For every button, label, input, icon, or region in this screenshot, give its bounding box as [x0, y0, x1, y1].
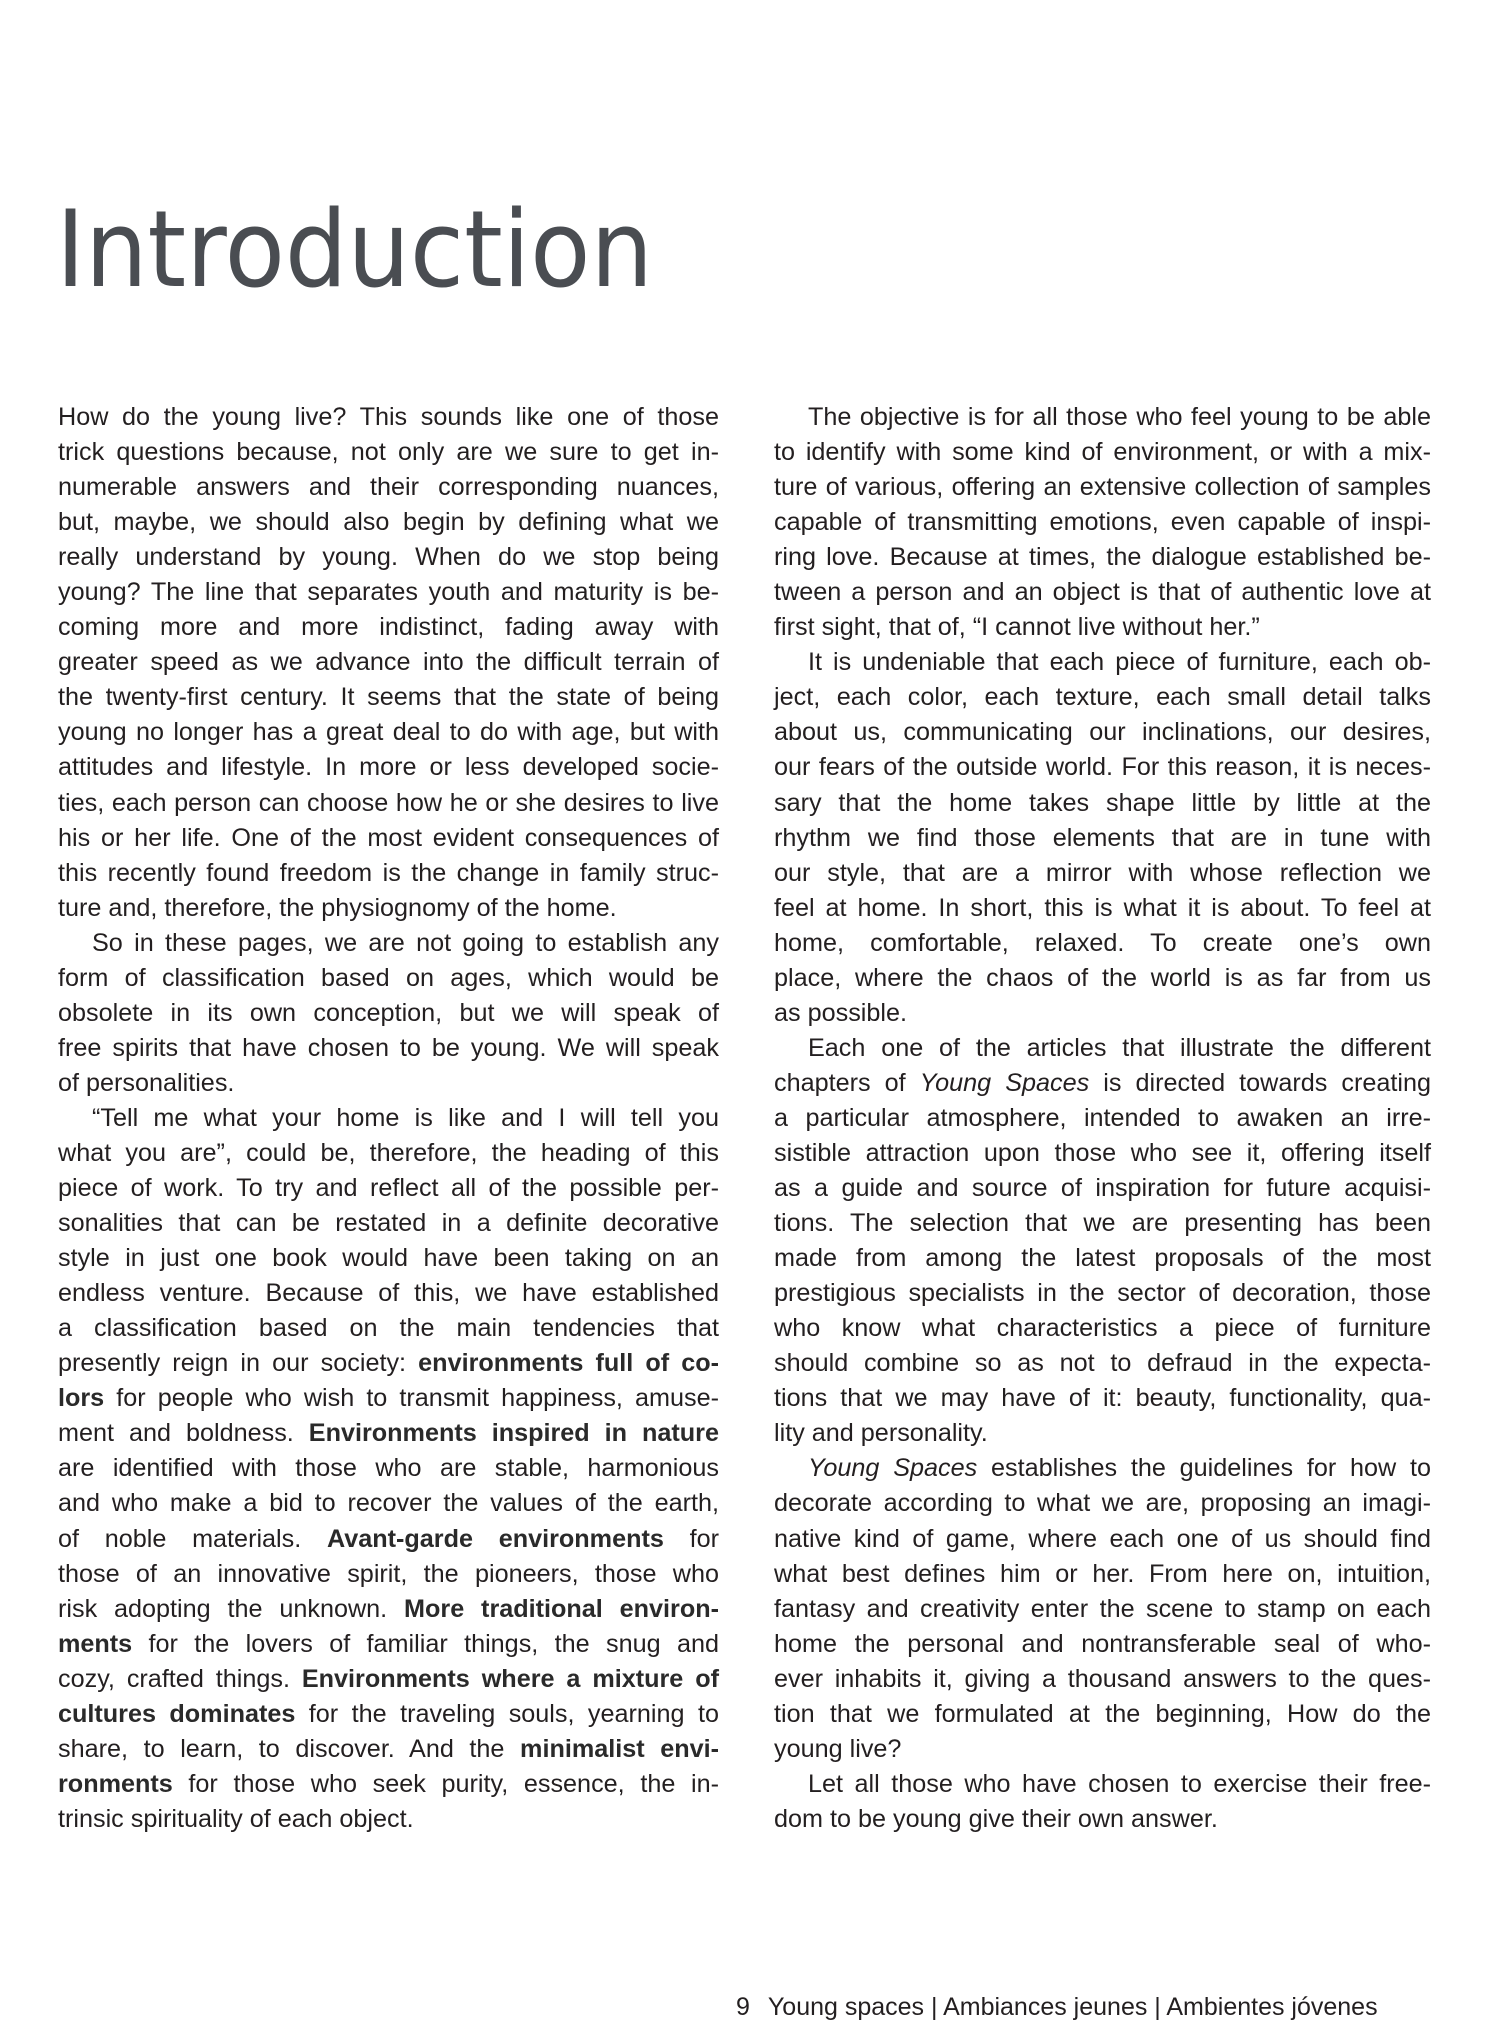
text-segment: ever inhabits it, giving a thousand answers to the ques- [774, 1664, 1431, 1693]
text-line [774, 786, 1431, 821]
text-line [58, 1311, 719, 1346]
text-segment: first sight, that of, “I cannot live without her.” [774, 613, 1260, 642]
text-line [58, 1031, 719, 1066]
text-line [774, 1136, 1431, 1171]
text-segment: native kind of game, where each one of us should find [774, 1524, 1431, 1553]
text-line [774, 1627, 1431, 1662]
page-number: 9 [736, 1993, 750, 2021]
text-segment: home, comfortable, relaxed. To create one’s own [774, 928, 1431, 957]
text-line [58, 610, 719, 645]
text-line [774, 1592, 1431, 1627]
text-line [58, 1451, 719, 1486]
text-segment: coming more and more indistinct, fading away with [58, 613, 719, 642]
text-segment: endless venture. Because of this, we have established [58, 1279, 719, 1308]
text-segment: for the traveling souls, yearning to [295, 1699, 719, 1728]
text-line [58, 1627, 719, 1662]
running-title: Young spaces | Ambiances jeunes | Ambientes jóvenes [767, 1993, 1378, 2021]
page-footer [736, 1990, 1378, 2024]
text-segment: young? The line that separates youth and maturity is be- [58, 578, 719, 607]
text-line [58, 1171, 719, 1206]
text-segment: really understand by young. When do we stop being [58, 543, 719, 572]
text-segment: The objective is for all those who feel young to be able [808, 403, 1431, 431]
text-line [774, 1802, 1431, 1837]
text-segment: a particular atmosphere, intended to awaken an irre- [774, 1103, 1431, 1132]
text-segment: piece of work. To try and reflect all of the possible per- [58, 1174, 719, 1203]
text-segment: ture of various, offering an extensive collection of samples [774, 473, 1431, 502]
text-segment: as possible. [774, 998, 908, 1027]
text-segment: ties, each person can choose how he or she desires to live [58, 788, 719, 817]
text-line [58, 1486, 719, 1521]
bold-phrase: environments full of co- [418, 1349, 719, 1378]
text-line [58, 645, 719, 680]
text-line [774, 1732, 1431, 1767]
text-line [58, 505, 719, 540]
bold-phrase: Environments where a mixture of [301, 1664, 719, 1693]
text-segment: sonalities that can be restated in a definite decorative [58, 1209, 719, 1238]
text-segment: his or her life. One of the most evident consequences of [58, 823, 719, 852]
text-segment: style in just one book would have been taking on an [58, 1244, 719, 1273]
text-line [58, 750, 719, 785]
text-line [58, 1136, 719, 1171]
text-segment: for the lovers of familiar things, the snug and [132, 1629, 719, 1658]
text-line [58, 715, 719, 750]
text-segment: what best defines him or her. From here on, intuition, [774, 1559, 1431, 1588]
text-line [58, 926, 719, 961]
text-segment: place, where the chaos of the world is as far from us [774, 963, 1431, 992]
text-line [774, 680, 1431, 715]
text-line [58, 680, 719, 715]
text-segment: greater speed as we advance into the difficult terrain of [58, 648, 719, 677]
text-segment: are identified with those who are stable, harmonious [58, 1454, 719, 1483]
text-segment: capable of transmitting emotions, even capable of inspi- [774, 508, 1431, 537]
text-line [58, 540, 719, 575]
text-line [58, 1732, 719, 1767]
text-line [58, 1662, 719, 1697]
text-line [774, 996, 1431, 1031]
text-line [58, 1346, 719, 1381]
text-segment: tions that we may have of it: beauty, functionality, qua- [774, 1384, 1431, 1413]
text-segment: form of classification based on ages, which would be [58, 963, 719, 992]
text-line [774, 1241, 1431, 1276]
text-segment: prestigious specialists in the sector of decoration, those [774, 1279, 1431, 1308]
text-line [58, 1206, 719, 1241]
text-line [774, 1346, 1431, 1381]
text-segment: “Tell me what your home is like and I will tell you [92, 1103, 719, 1132]
text-line [774, 1311, 1431, 1346]
text-segment: Let all those who have chosen to exercise their free- [808, 1769, 1431, 1798]
text-line [774, 926, 1431, 961]
text-line [58, 1592, 719, 1627]
bold-phrase: ronments [58, 1769, 173, 1798]
text-line [58, 961, 719, 996]
text-segment: tions. The selection that we are presenting has been [774, 1209, 1431, 1238]
text-segment: of noble materials. [58, 1524, 327, 1553]
text-line [58, 891, 719, 926]
text-segment: ment and boldness. [58, 1419, 309, 1448]
text-line [58, 996, 719, 1031]
text-segment: presently reign in our society: [58, 1349, 419, 1378]
text-segment: numerable answers and their corresponding nuances, [58, 473, 719, 502]
bold-phrase: Avant-garde environments [326, 1524, 664, 1553]
text-line [774, 610, 1431, 645]
text-line [58, 821, 719, 856]
italic-phrase: Young Spaces [808, 1454, 978, 1483]
text-segment: establishes the guidelines for how to [977, 1454, 1431, 1483]
text-segment: dom to be young give their own answer. [774, 1804, 1218, 1833]
body-column-left [58, 400, 719, 1837]
text-segment: for people who wish to transmit happiness, amuse- [104, 1384, 719, 1413]
text-segment: of personalities. [58, 1068, 235, 1097]
text-segment: a classification based on the main tendencies that [58, 1314, 719, 1343]
text-line [774, 1206, 1431, 1241]
text-segment: free spirits that have chosen to be young. We will speak [58, 1033, 719, 1062]
text-segment: those of an innovative spirit, the pioneers, those who [58, 1559, 719, 1588]
text-line [774, 961, 1431, 996]
text-line [58, 435, 719, 470]
text-line [774, 1662, 1431, 1697]
text-segment: risk adopting the unknown. [58, 1594, 405, 1623]
text-line [774, 1066, 1431, 1101]
text-line [58, 786, 719, 821]
text-segment: attitudes and lifestyle. In more or less developed socie- [58, 753, 719, 782]
text-line [58, 575, 719, 610]
text-segment: lity and personality. [774, 1419, 988, 1448]
text-segment: young live? [774, 1734, 902, 1763]
body-column-right [774, 400, 1431, 1837]
text-line [774, 1522, 1431, 1557]
text-segment: young no longer has a great deal to do with age, but with [58, 718, 719, 747]
text-line [774, 1171, 1431, 1206]
text-line [58, 470, 719, 505]
text-line [774, 1101, 1431, 1136]
bold-phrase: lors [58, 1384, 105, 1413]
text-segment: decorate according to what we are, proposing an imagi- [774, 1489, 1431, 1518]
italic-phrase: Young Spaces [919, 1068, 1090, 1097]
text-segment: is directed towards creating [1089, 1068, 1432, 1097]
text-line [774, 715, 1431, 750]
text-line [58, 1381, 719, 1416]
bold-phrase: More traditional environ- [404, 1594, 720, 1623]
text-segment: tween a person and an object is that of authentic love at [774, 578, 1431, 607]
text-segment: ring love. Because at times, the dialogue established be- [774, 543, 1431, 572]
text-segment: for [663, 1524, 719, 1553]
text-line [58, 1767, 719, 1802]
text-segment: fantasy and creativity enter the scene to stamp on each [774, 1594, 1431, 1623]
text-segment: How do the young live? This sounds like one of those [58, 403, 719, 431]
text-line [58, 856, 719, 891]
text-segment: share, to learn, to discover. And the [58, 1734, 521, 1763]
text-line [774, 856, 1431, 891]
text-segment: who know what characteristics a piece of furniture [774, 1314, 1431, 1343]
text-line [774, 645, 1431, 680]
text-segment: but, maybe, we should also begin by defining what we [58, 508, 719, 537]
text-segment: what you are”, could be, therefore, the heading of this [58, 1138, 719, 1167]
text-segment: sary that the home takes shape little by little at the [774, 788, 1431, 817]
text-line [774, 821, 1431, 856]
text-line [774, 505, 1431, 540]
text-line [774, 1381, 1431, 1416]
text-segment: this recently found freedom is the change in family struc- [58, 858, 719, 887]
bold-phrase: ments [58, 1629, 133, 1658]
text-segment: tion that we formulated at the beginning, How do the [774, 1699, 1431, 1728]
text-segment: made from among the latest proposals of the most [774, 1244, 1431, 1273]
text-segment: sistible attraction upon those who see it, offering itself [774, 1138, 1431, 1167]
text-line [58, 1802, 719, 1837]
text-segment: trinsic spirituality of each object. [58, 1804, 414, 1833]
text-segment: for those who seek purity, essence, the in- [172, 1769, 719, 1798]
text-segment: as a guide and source of inspiration for future acquisi- [774, 1174, 1431, 1203]
text-segment: rhythm we find those elements that are in tune with [774, 823, 1431, 852]
text-line [774, 1276, 1431, 1311]
text-segment: feel at home. In short, this is what it is about. To feel at [774, 893, 1431, 922]
text-segment: ture and, therefore, the physiognomy of the home. [58, 893, 617, 922]
text-segment: ject, each color, each texture, each small detail talks [774, 683, 1431, 712]
text-line [774, 750, 1431, 785]
text-line [774, 1767, 1431, 1802]
text-line [58, 1416, 719, 1451]
text-line [774, 1451, 1431, 1486]
bold-phrase: cultures dominates [58, 1699, 296, 1728]
text-segment: and who make a bid to recover the values of the earth, [58, 1489, 719, 1518]
text-segment: chapters of [774, 1068, 920, 1097]
text-segment: It is undeniable that each piece of furniture, each ob- [808, 648, 1431, 677]
text-line [774, 575, 1431, 610]
text-segment: to identify with some kind of environment, or with a mix- [774, 438, 1431, 467]
text-segment: trick questions because, not only are we sure to get in- [58, 438, 719, 467]
text-line [774, 540, 1431, 575]
text-line [774, 891, 1431, 926]
text-line [58, 1522, 719, 1557]
text-line [774, 400, 1431, 435]
text-segment: the twenty-first century. It seems that the state of being [58, 683, 719, 712]
text-line [774, 1031, 1431, 1066]
text-line [774, 1557, 1431, 1592]
text-line [58, 1101, 719, 1136]
text-line [58, 1276, 719, 1311]
text-line [58, 1066, 719, 1101]
text-line [58, 1241, 719, 1276]
bold-phrase: Environments inspired in nature [308, 1419, 719, 1448]
text-line [774, 1416, 1431, 1451]
text-segment: home the personal and nontransferable seal of who- [774, 1629, 1431, 1658]
text-line [774, 435, 1431, 470]
text-segment: about us, communicating our inclinations, our desires, [774, 718, 1431, 747]
page-title: Introduction [56, 188, 653, 311]
text-line [58, 400, 719, 435]
text-segment: obsolete in its own conception, but we will speak of [58, 998, 719, 1027]
text-segment: our fears of the outside world. For this reason, it is neces- [774, 753, 1431, 782]
bold-phrase: minimalist envi- [520, 1734, 720, 1763]
text-line [774, 470, 1431, 505]
text-line [774, 1697, 1431, 1732]
text-segment: our style, that are a mirror with whose reflection we [774, 858, 1431, 887]
text-line [774, 1486, 1431, 1521]
text-segment: So in these pages, we are not going to establish any [92, 928, 719, 957]
text-line [58, 1697, 719, 1732]
text-segment: should combine so as not to defraud in the expecta- [774, 1349, 1431, 1378]
text-line [58, 1557, 719, 1592]
text-segment: Each one of the articles that illustrate the different [808, 1033, 1431, 1062]
text-segment: cozy, crafted things. [58, 1664, 302, 1693]
